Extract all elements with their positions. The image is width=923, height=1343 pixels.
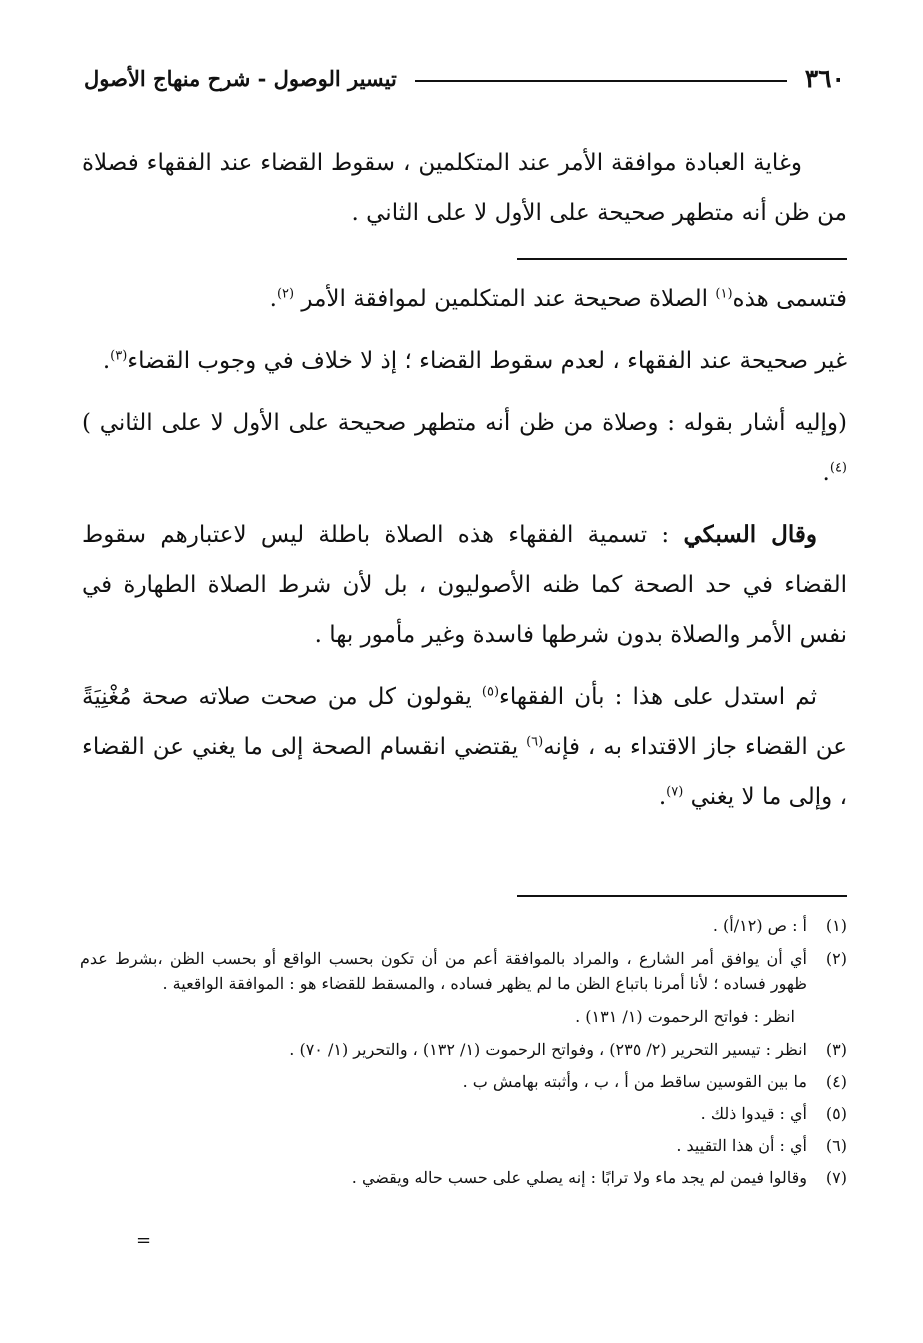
footnote-number: (٤) [825,1072,847,1091]
footnote-text: وقالوا فيمن لم يجد ماء ولا ترابًا : إنه يصلي على حسب حاله ويقضي . [351,1168,807,1187]
page-header [84,58,845,98]
footnote-ref-3[interactable]: (٣) [110,348,128,364]
footnotes [80,910,847,1194]
footnote-number: (٦) [825,1136,847,1155]
sharh-p3-text-a: (وإليه أشار بقوله : وصلاة من ظن أنه متطهر صحيحة على الأول لا على الثاني ) [82,410,847,436]
sharh-p5-text-c: يقتضي انقسام الصحة إلى ما يغني عن القضاء ، وإلى ما لا يغني [82,734,847,810]
footnote-item [80,1034,847,1066]
footnote-number: (١) [825,916,847,935]
sharh-p5-text-a: ثم استدل على هذا : بأن الفقهاء [499,684,818,710]
footnote-text: انظر : فواتح الرحموت (١/ ١٣١) . [575,1007,795,1026]
footnote-item [80,1066,847,1098]
footnote-item [80,1162,847,1194]
sharh-p1-text-a: فتسمى هذه [732,286,847,312]
footnote-ref-7[interactable]: (٧) [666,784,684,800]
footnote-item [80,946,847,996]
footnote-text: أي : قيدوا ذلك . [700,1104,807,1123]
footnote-text: أي أن يوافق أمر الشارع ، والمراد بالموافقة أعم من أن تكون بحسب الواقع أو بحسب الظن ،بشرط عدم ظهور فساده ؛ لأنا أمرنا باتباع الظن ما لم يظهر فساده ، والمسقط للقضاء هو : الموافقة الواقعية . [80,949,807,993]
sharh-section [82,274,847,822]
sharh-p5-text-d: . [658,784,667,810]
footnote-number [807,1000,847,1034]
sharh-p2-text-b: . [102,348,111,374]
sharh-paragraph-4 [82,510,847,660]
sharh-p5-text-b: يقولون كل من صحت صلاته صحة مُغْنِيَةً عن القضاء جاز الاقتداء به ، فإنه [82,684,847,760]
sharh-p3-text-b: . [822,460,830,486]
sharh-p4-lead: وقال السبكي [683,521,817,548]
footnote-ref-4[interactable]: (٤) [829,460,847,476]
footnote-text: أي : أن هذا التقييد . [676,1136,807,1155]
footnote-text: انظر : تيسير التحرير (٢/ ٢٣٥) ، وفواتح الرحموت (١/ ١٣٢) ، والتحرير (١/ ٧٠) . [289,1040,807,1059]
footnote-ref-2[interactable]: (٢) [276,286,295,302]
sharh-p1-text-b: الصلاة صحيحة عند المتكلمين لموافقة الأمر [294,286,716,312]
sharh-p2-text-a: غير صحيحة عند الفقهاء ، لعدم سقوط القضاء ؛ إذ لا خلاف في وجوب القضاء [127,348,847,374]
footnote-item [80,1000,847,1034]
sharh-paragraph-3 [82,398,847,498]
matn-section [82,138,847,238]
sharh-p1-text-c: . [269,286,277,312]
matn-separator [517,258,847,260]
footnote-ref-1[interactable]: (١) [715,286,733,302]
footnote-ref-6[interactable]: (٦) [526,734,544,750]
footnote-number: (٧) [825,1168,847,1187]
footnote-separator [517,895,847,897]
footnote-item [80,1130,847,1162]
footnote-item [80,910,847,942]
sharh-paragraph-5 [82,672,847,822]
footnote-number: (٢) [825,949,847,968]
footnote-number: (٣) [825,1040,847,1059]
sharh-paragraph-1 [82,274,847,324]
header-rule [415,80,787,82]
sharh-p4-text: : تسمية الفقهاء هذه الصلاة باطلة ليس لاعتبارهم سقوط القضاء في حد الصحة كما ظنه الأصوليون ، بل لأن شرط الصلاة الطهارة في نفس الأمر والصلاة بدون شرطها فاسدة وغير مأمور بها . [82,522,847,648]
matn-text: وغاية العبادة موافقة الأمر عند المتكلمين ، سقوط القضاء عند الفقهاء فصلاة من ظن أنه متطهر صحيحة على الأول لا على الثاني . [82,150,847,226]
page-number: ٣٦٠ [804,63,845,93]
footnote-text: أ : ص (١٢/أ) . [712,916,807,935]
footnote-item [80,1098,847,1130]
footnote-ref-5[interactable]: (٥) [481,684,500,700]
footnote-text: ما بين القوسين ساقط من أ ، ب ، وأثبته بهامش ب . [462,1072,807,1091]
sharh-paragraph-2 [82,336,847,386]
footnote-number: (٥) [825,1104,847,1123]
running-title: تيسير الوصول - شرح منهاج الأصول [84,65,397,91]
continuation-mark: = [136,1230,152,1251]
